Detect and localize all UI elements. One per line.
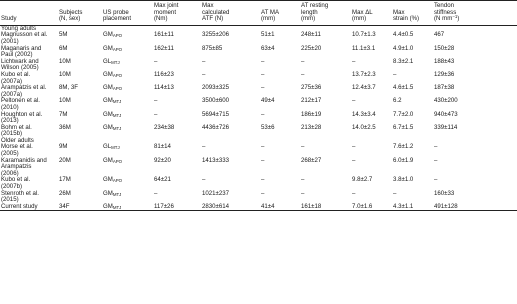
cell-atf: 4436±726 (202, 123, 230, 131)
probe-subscript: APO (112, 33, 123, 39)
table-row (0, 204, 517, 211)
cell-strain: – (393, 189, 397, 197)
cell-stiffness: 467 (434, 31, 445, 39)
cell-subjects: 7M (59, 110, 68, 118)
cell-dl: – (352, 156, 356, 164)
cell-length: – (301, 70, 305, 78)
table-row (0, 158, 517, 178)
cell-moment: 64±21 (154, 176, 171, 184)
cell-subjects: 10M (59, 70, 71, 78)
cell-strain: 8.3±2.1 (393, 57, 414, 65)
header-dl: Max ΔL (mm) (351, 1, 392, 26)
cell-stiffness: 187±38 (434, 84, 455, 92)
cell-stiffness: 150±28 (434, 44, 455, 52)
cell-length: 212±17 (301, 97, 322, 105)
cell-study: Karamanidis and Arampatzis (2006) (1, 156, 47, 177)
cell-dl: 7.0±1.6 (351, 204, 392, 211)
cell-stiffness: 160±33 (434, 189, 455, 197)
section-label: Young adults (1, 24, 37, 32)
cell-moment: 116±23 (154, 70, 174, 78)
probe-subscript: MTJ (112, 191, 122, 197)
cell-atf: 875±85 (202, 44, 223, 52)
cell-study: Maganaris and Paul (2002) (1, 44, 42, 59)
cell-stiffness: 339±114 (434, 123, 458, 131)
cell-moment: 161±11 (154, 31, 174, 39)
probe-subscript: APO (112, 158, 123, 164)
cell-length: 248±11 (301, 31, 321, 39)
cell-moment: 92±20 (154, 156, 171, 164)
probe-subscript: APO (112, 46, 123, 52)
cell-dl: – (352, 57, 356, 65)
cell-ma: 51±1 (261, 31, 275, 39)
probe-base: GM (103, 70, 113, 78)
cell-dl: 14.3±3.4 (352, 110, 376, 118)
probe-base: GM (103, 44, 113, 52)
cell-ma: 49±4 (261, 97, 275, 105)
cell-study: Lichtwark and Wilson (2005) (1, 57, 39, 72)
cell-atf: 1413±333 (202, 156, 230, 164)
cell-study: Kubo et al. (2007b) (1, 176, 31, 191)
cell-atf: – (202, 176, 206, 184)
cell-stiffness: – (434, 143, 438, 151)
header-probe: US probe placement (102, 1, 153, 26)
header-row (0, 1, 517, 26)
table-row (0, 46, 517, 59)
probe-base: GM (103, 156, 113, 164)
cell-length: 225±20 (301, 44, 322, 52)
cell-length: 213±28 (301, 123, 322, 131)
cell-atf: 2093±325 (202, 84, 230, 92)
probe-subscript: MTJ (112, 99, 122, 105)
cell-subjects: 6M (59, 44, 68, 52)
probe-subscript: MTJ (112, 204, 122, 210)
table-row (0, 112, 517, 125)
cell-ma: – (261, 156, 265, 164)
cell-strain: 7.7±2.0 (393, 110, 414, 118)
cell-study: Current study (0, 204, 58, 211)
probe-subscript: MTJ (111, 145, 120, 151)
cell-strain: 4.6±1.5 (393, 84, 414, 92)
table-row (0, 125, 517, 138)
cell-dl: – (352, 97, 356, 105)
cell-stiffness: 430±200 (434, 97, 458, 105)
cell-study: Houghton et al. (2013) (1, 110, 43, 125)
cell-ma: 63±4 (261, 44, 275, 52)
cell-subjects: 9M (59, 143, 68, 151)
cell-moment: 162±11 (154, 44, 174, 52)
cell-study: Stenroth et al. (2015) (1, 189, 39, 204)
cell-stiffness: 940±473 (434, 110, 458, 118)
cell-ma: – (261, 176, 265, 184)
cell-study: Kubo et al. (2007a) (1, 70, 31, 85)
cell-moment: – (154, 110, 158, 118)
table-row (0, 98, 517, 111)
probe-base: GM (103, 84, 113, 92)
cell-length: – (301, 176, 305, 184)
probe-base: GM (103, 110, 113, 118)
header-length: AT resting length (mm) (300, 1, 351, 26)
cell-stiffness: – (434, 176, 438, 184)
table-row (0, 144, 517, 157)
probe-subscript: APO (112, 178, 123, 184)
cell-length: 268±27 (301, 156, 322, 164)
probe-subscript: APO (112, 86, 123, 92)
probe-base: GM (103, 189, 113, 197)
cell-length: 275±36 (301, 84, 322, 92)
cell-moment: 81±14 (154, 143, 171, 151)
cell-dl: 9.8±2.7 (352, 176, 373, 184)
cell-atf: – (202, 57, 206, 65)
table-row (0, 59, 517, 72)
section-row (0, 138, 517, 145)
header-strain: Max strain (%) (392, 1, 433, 26)
cell-subjects: 20M (59, 156, 71, 164)
cell-length: – (301, 143, 305, 151)
section-label: Older adults (1, 136, 34, 144)
cell-ma: – (261, 189, 265, 197)
table-header (0, 1, 517, 26)
cell-strain: – (393, 70, 397, 78)
cell-atf: 5694±715 (202, 110, 230, 118)
header-superscript: −1 (452, 14, 458, 20)
cell-study: Arampatzis et al. (2007a) (1, 84, 47, 98)
cell-length: 186±19 (301, 110, 322, 118)
cell-subjects: 36M (59, 123, 71, 131)
cell-ma: – (261, 57, 265, 65)
cell-length: – (301, 57, 305, 65)
cell-probe (102, 125, 153, 138)
cell-strain: 6.2 (393, 97, 402, 105)
cell-length: 161±18 (300, 204, 351, 211)
cell-study: Peltonen et al. (2010) (1, 97, 40, 111)
cell-moment: – (154, 189, 158, 197)
cell-stiffness: 491±128 (433, 204, 517, 211)
header-ma: AT MA (mm) (260, 1, 300, 26)
cell-atf: 1021±237 (202, 189, 230, 197)
cell-moment: 114±13 (154, 84, 174, 92)
cell-stiffness: – (434, 156, 438, 164)
cell-ma: – (261, 143, 265, 151)
cell-moment: – (154, 57, 158, 65)
header-moment: Max joint moment (Nm) (153, 1, 201, 26)
probe-subscript: MTJ (111, 59, 120, 65)
cell-strain: 6.7±1.5 (393, 123, 414, 131)
cell-subjects: 8M, 3F (59, 84, 78, 92)
probe-subscript: MTJ (112, 125, 122, 131)
cell-dl: 13.7±2.3 (352, 70, 376, 78)
cell-length: – (301, 189, 305, 197)
cell-atf: 3255±206 (202, 31, 230, 39)
cell-subjects: 10M (59, 57, 71, 65)
cell-dl: 14.0±2.5 (352, 123, 376, 131)
probe-base: GM (103, 97, 113, 105)
cell-dl: 10.7±1.3 (352, 31, 376, 39)
cell-dl: – (352, 189, 356, 197)
cell-subjects: 5M (59, 31, 68, 39)
probe-base: GM (103, 202, 113, 210)
cell-stiffness: 188±43 (434, 57, 455, 65)
cell-ma: 41±4 (260, 204, 300, 211)
cell-ma: – (261, 110, 265, 118)
cell-ma: – (261, 84, 265, 92)
probe-base: GM (103, 31, 113, 39)
cell-moment: – (154, 97, 158, 105)
cell-strain: 3.8±1.0 (393, 176, 414, 184)
header-suffix: ) (457, 15, 460, 23)
cell-dl: 11.1±3.1 (352, 44, 376, 52)
cell-moment: 117±26 (153, 204, 201, 211)
cell-strain: 7.6±1.2 (393, 143, 414, 151)
cell-probe (102, 158, 153, 178)
table-row (0, 32, 517, 45)
cell-strain: 6.0±1.9 (393, 156, 414, 164)
header-study: Study (0, 1, 58, 26)
table-row (0, 177, 517, 190)
table-body (0, 25, 517, 211)
cell-dl: – (352, 143, 356, 151)
table-row (0, 191, 517, 204)
cell-stiffness: 129±36 (434, 70, 455, 78)
cell-subjects: 10M (59, 97, 71, 105)
cell-atf: 3500±600 (202, 97, 230, 105)
cell-study: Magnusson et al. (2001) (1, 31, 48, 45)
cell-strain: 4.4±0.5 (393, 31, 414, 39)
cell-moment: 234±38 (154, 123, 175, 131)
cell-ma: – (261, 70, 265, 78)
probe-base: GM (103, 176, 113, 184)
cell-study: Morse et al. (2005) (1, 143, 33, 158)
cell-dl: 12.4±3.7 (352, 84, 376, 92)
probe-subscript: MTJ (112, 112, 122, 118)
header-stiffness: Tendon stiffness (N $mm^{-1}$) (433, 1, 517, 26)
cell-atf: – (202, 143, 206, 151)
cell-study: Bohm et al. (2015b) (1, 123, 32, 138)
cell-atf: 2830±614 (201, 204, 260, 211)
cell-subjects: 26M (59, 189, 71, 197)
header-atf: Max calculated ATF (N) (201, 1, 260, 26)
cell-strain: 4.9±1.0 (393, 44, 414, 52)
probe-base: GL (103, 57, 112, 65)
cell-subjects: 34F (58, 204, 102, 211)
cell-subjects: 17M (59, 176, 71, 184)
cell-probe (102, 204, 153, 211)
cell-atf: – (202, 70, 206, 78)
cell-ma: 53±6 (261, 123, 275, 131)
probe-base: GL (103, 143, 112, 151)
cell-strain: 4.3±1.1 (392, 204, 433, 211)
header-subjects: Subjects (N, sex) (58, 1, 102, 26)
probe-subscript: APO (112, 72, 123, 78)
probe-base: GM (103, 123, 113, 131)
